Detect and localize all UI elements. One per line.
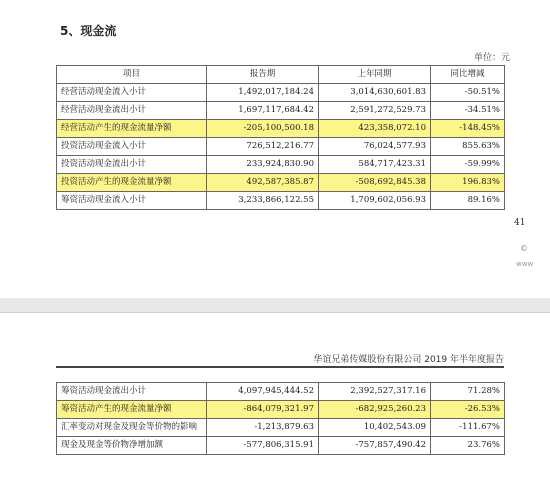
table-row — [57, 383, 505, 401]
header-item: 项目 — [57, 66, 207, 84]
row-current-value: 1,492,017,184.24 — [207, 84, 319, 102]
row-item-name: 经营活动现金流入小计 — [57, 84, 207, 102]
page-break — [0, 298, 550, 312]
table-row — [57, 84, 505, 102]
row-change-value: -148.45% — [431, 120, 505, 138]
table-row — [57, 437, 505, 455]
row-change-value: 89.16% — [431, 192, 505, 210]
row-item-name: 投资活动产生的现金流量净额 — [57, 174, 207, 192]
table-row — [57, 419, 505, 437]
table-row — [57, 192, 505, 210]
header-prior-period: 上年同期 — [319, 66, 431, 84]
row-change-value: 855.63% — [431, 138, 505, 156]
row-current-value: 4,097,945,444.52 — [207, 383, 319, 401]
row-change-value: -50.51% — [431, 84, 505, 102]
edge-mark-2: www — [516, 260, 534, 268]
table-row — [57, 120, 505, 138]
row-prior-value: 76,024,577.93 — [319, 138, 431, 156]
row-change-value: -34.51% — [431, 102, 505, 120]
section-title: 5、现金流 — [60, 24, 117, 38]
row-item-name: 筹资活动现金流出小计 — [57, 383, 207, 401]
row-prior-value: 1,709,602,056.93 — [319, 192, 431, 210]
table-header-row — [57, 66, 505, 84]
row-prior-value: -508,692,845.38 — [319, 174, 431, 192]
row-item-name: 经营活动产生的现金流量净额 — [57, 120, 207, 138]
row-current-value: 3,233,866,122.55 — [207, 192, 319, 210]
row-prior-value: 584,717,423.31 — [319, 156, 431, 174]
header-yoy-change: 同比增减 — [431, 66, 505, 84]
row-prior-value: 2,392,527,317.16 — [319, 383, 431, 401]
row-current-value: 492,587,385.87 — [207, 174, 319, 192]
row-current-value: 1,697,117,684.42 — [207, 102, 319, 120]
cash-flow-table-part2 — [56, 382, 505, 455]
row-item-name: 汇率变动对现金及现金等价物的影响 — [57, 419, 207, 437]
page-break-line — [0, 312, 550, 313]
table-row — [57, 138, 505, 156]
row-change-value: -59.99% — [431, 156, 505, 174]
row-prior-value: -682,925,260.23 — [319, 401, 431, 419]
row-item-name: 投资活动现金流入小计 — [57, 138, 207, 156]
row-item-name: 现金及现金等价物净增加额 — [57, 437, 207, 455]
row-current-value: 726,512,216.77 — [207, 138, 319, 156]
header-rule — [56, 366, 504, 368]
header-current-period: 报告期 — [207, 66, 319, 84]
row-item-name: 经营活动现金流出小计 — [57, 102, 207, 120]
row-current-value: -577,806,315.91 — [207, 437, 319, 455]
row-current-value: 233,924,830.90 — [207, 156, 319, 174]
unit-label: 单位：元 — [473, 53, 510, 63]
table-row — [57, 102, 505, 120]
table-row — [57, 156, 505, 174]
row-prior-value: 2,591,272,529.73 — [319, 102, 431, 120]
row-current-value: -864,079,321.97 — [207, 401, 319, 419]
running-header: 华谊兄弟传媒股份有限公司 2019 年半年度报告 — [313, 355, 504, 365]
row-change-value: -111.67% — [431, 419, 505, 437]
row-change-value: 196.83% — [431, 174, 505, 192]
page-number: 41 — [514, 218, 526, 228]
row-current-value: -205,100,500.18 — [207, 120, 319, 138]
cash-flow-table-part1 — [56, 65, 505, 210]
row-change-value: 71.28% — [431, 383, 505, 401]
table-row — [57, 174, 505, 192]
row-change-value: 23.76% — [431, 437, 505, 455]
row-item-name: 筹资活动现金流入小计 — [57, 192, 207, 210]
table-row — [57, 401, 505, 419]
row-change-value: -26.53% — [431, 401, 505, 419]
row-prior-value: 10,402,543.09 — [319, 419, 431, 437]
row-prior-value: 3,014,630,601.83 — [319, 84, 431, 102]
row-item-name: 筹资活动产生的现金流量净额 — [57, 401, 207, 419]
row-prior-value: 423,358,072.10 — [319, 120, 431, 138]
row-current-value: -1,213,879.63 — [207, 419, 319, 437]
edge-mark-1: © — [520, 244, 528, 253]
row-item-name: 投资活动现金流出小计 — [57, 156, 207, 174]
row-prior-value: -757,857,490.42 — [319, 437, 431, 455]
